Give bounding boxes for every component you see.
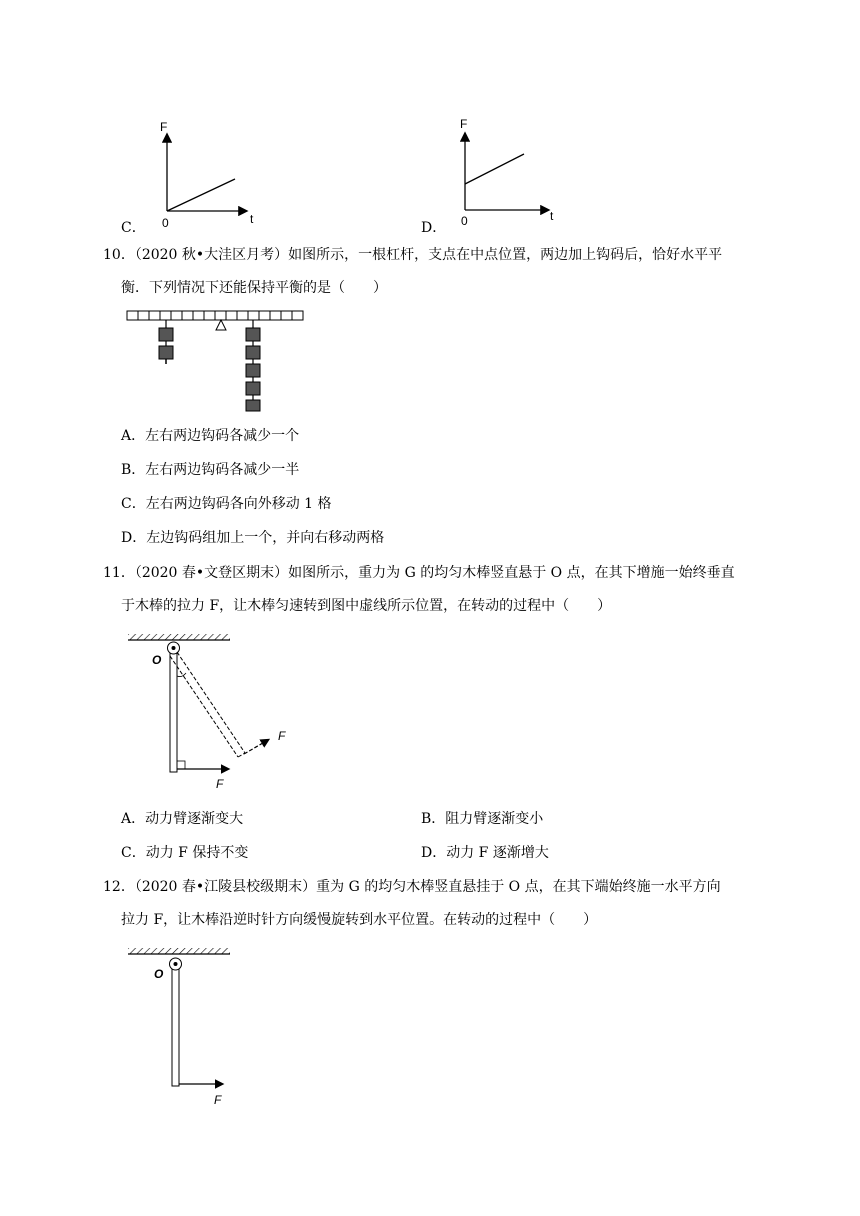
label-o: O: [152, 653, 162, 667]
label-f-bottom: F: [216, 777, 224, 791]
q12-stem-line1: 12．（2020 春•江陵县校级期末）重为 G 的均匀木棒竖直悬挂于 O 点，在其下端始终施一水平方向: [103, 879, 721, 895]
label-f: F: [214, 1093, 222, 1107]
origin-label: 0: [162, 216, 169, 230]
q11-option-c: C．动力 F 保持不变: [121, 845, 249, 861]
origin-label: 0: [461, 214, 468, 227]
q11-option-b: B．阻力臂逐渐变小: [421, 811, 544, 827]
option-d-label: D．: [421, 220, 447, 236]
stick: [170, 646, 177, 772]
stick-hanging-figure: [120, 942, 250, 1107]
label-f-dashed: F: [278, 729, 286, 743]
axis-label-t: t: [550, 209, 554, 223]
q10-stem-line2: 衡．下列情况下还能保持平衡的是（ ）: [121, 280, 387, 296]
dashed-force-arrow: [244, 740, 268, 754]
left-weights: [159, 320, 173, 364]
q10-option-d: D．左边钩码组加上一个，并向右移动两格: [121, 530, 385, 546]
graph-line: [465, 154, 524, 184]
graph-c: [150, 115, 260, 230]
q11-option-d: D．动力 F 逐渐增大: [421, 845, 549, 861]
q11-stem-line1: 11．（2020 春•文登区期末）如图所示，重力为 G 的均匀木棒竖直悬于 O 点，在其下增施一始终垂直: [103, 565, 735, 581]
fulcrum: [216, 320, 226, 330]
option-c-label: C．: [121, 220, 146, 236]
q12-stem-line2: 拉力 F，让木棒沿逆时针方向缓慢旋转到水平位置。在转动的过程中（ ）: [121, 912, 598, 928]
q10-option-a: A．左右两边钩码各减少一个: [121, 428, 300, 444]
right-weights: [246, 320, 260, 411]
stick: [172, 960, 179, 1086]
q10-option-b: B．左右两边钩码各减少一半: [121, 462, 300, 478]
axis-label-f: F: [160, 120, 168, 134]
ceiling-hatch: [128, 948, 230, 954]
ceiling-hatch: [128, 634, 230, 640]
axis-label-f: F: [460, 117, 468, 131]
q11-stem-line2: 于木棒的拉力 F，让木棒匀速转到图中虚线所示位置，在转动的过程中（ ）: [121, 598, 612, 614]
axis-label-t: t: [250, 212, 254, 226]
q11-option-a: A．动力臂逐渐变大: [121, 811, 244, 827]
lever-figure: [125, 308, 310, 416]
stick-rotation-figure: [120, 628, 300, 793]
q10-stem-line1: 10．（2020 秋•大洼区月考）如图所示，一根杠杆，支点在中点位置，两边加上钩码后，恰好水平平: [103, 247, 723, 263]
dashed-stick: [170, 652, 245, 757]
label-o: O: [154, 967, 164, 981]
q10-option-c: C．左右两边钩码各向外移动 1 格: [121, 496, 332, 512]
right-angle-mark: [177, 761, 185, 769]
graph-line: [167, 179, 235, 211]
graph-d: [448, 112, 563, 227]
